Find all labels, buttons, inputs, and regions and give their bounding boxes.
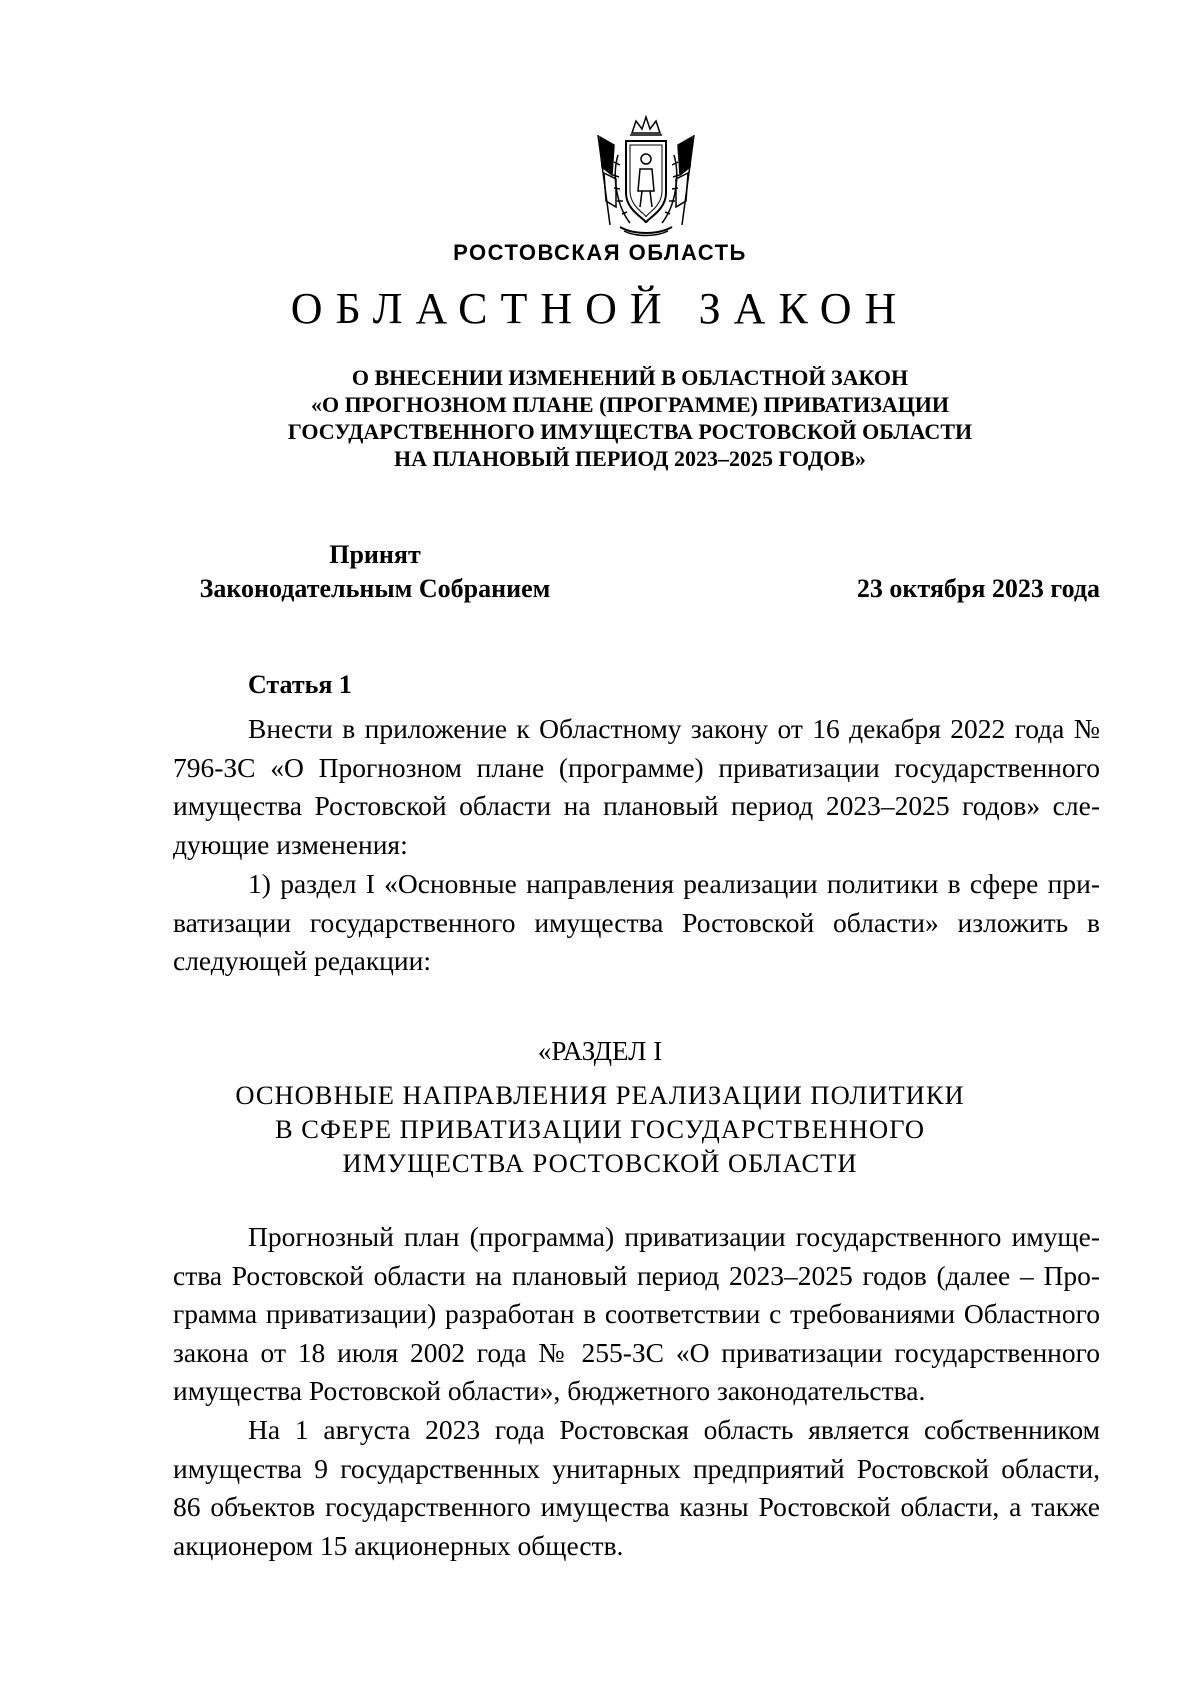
adoption-authority [175, 538, 575, 606]
section-title-line: ИМУЩЕСТВА РОСТОВСКОЙ ОБЛАСТИ [342, 1148, 858, 1178]
document-type-title: ОБЛАСТНОЙ ЗАКОН [290, 284, 910, 333]
region-name: РОСТОВСКАЯ ОБЛАСТЬ [453, 240, 747, 265]
adoption-line: Принят [329, 540, 421, 569]
article-heading: Статья 1 [248, 670, 352, 699]
subject-line: НА ПЛАНОВЫЙ ПЕРИОД 2023–2025 ГОДОВ» [394, 446, 866, 471]
coat-of-arms-icon [590, 115, 702, 239]
section-label: «РАЗДЕЛ I [537, 1036, 663, 1066]
subject-line: ГОСУДАРСТВЕННОГО ИМУЩЕСТВА РОСТОВСКОЙ ОБЛАСТИ [287, 419, 973, 444]
section-title [0, 1078, 1200, 1180]
law-subject-title [160, 364, 1100, 472]
paragraph: Прогнозный план (программа) приватизации государственного имущества Ростовской области на плановый период 2023–2025 годов (далее – Программа приватизации) разработан в соответствии с требованиями Областного закона от 18 июля 2002 года № 255-ЗС «О приватизации государственного имущества Ростовской области», бюджетного законодательства. [173, 1221, 1100, 1406]
paragraph: Внести в приложение к Областному закону от 16 декабря 2022 года № 796-ЗС «О Прогнозном плане (программе) приватизации государственного имущества Ростовской области на плановый период 2023–2025 годов» следующие изменения: [173, 713, 1100, 860]
adoption-line: Законодательным Собранием [199, 574, 551, 603]
section-title-line: В СФЕРЕ ПРИВАТИЗАЦИИ ГОСУДАРСТВЕННОГО [275, 1114, 925, 1144]
paragraph: На 1 августа 2023 года Ростовская область является собственником имущества 9 государственных унитарных предприятий Ростовской области, 86 объектов государственного имущества казны Ростовской области, а также акционером 15 акционерных обществ. [173, 1414, 1100, 1561]
section-title-line: ОСНОВНЫЕ НАПРАВЛЕНИЯ РЕАЛИЗАЦИИ ПОЛИТИКИ [235, 1080, 965, 1110]
paragraph: 1) раздел I «Основные направления реализации политики в сфере приватизации государственного имущества Ростовской области» изложить в следующей редакции: [173, 868, 1100, 976]
subject-line: О ВНЕСЕНИИ ИЗМЕНЕНИЙ В ОБЛАСТНОЙ ЗАКОН [351, 365, 909, 390]
adoption-date: 23 октября 2023 года [856, 574, 1100, 603]
subject-line: «О ПРОГНОЗНОМ ПЛАНЕ (ПРОГРАММЕ) ПРИВАТИЗАЦИИ [310, 392, 950, 417]
